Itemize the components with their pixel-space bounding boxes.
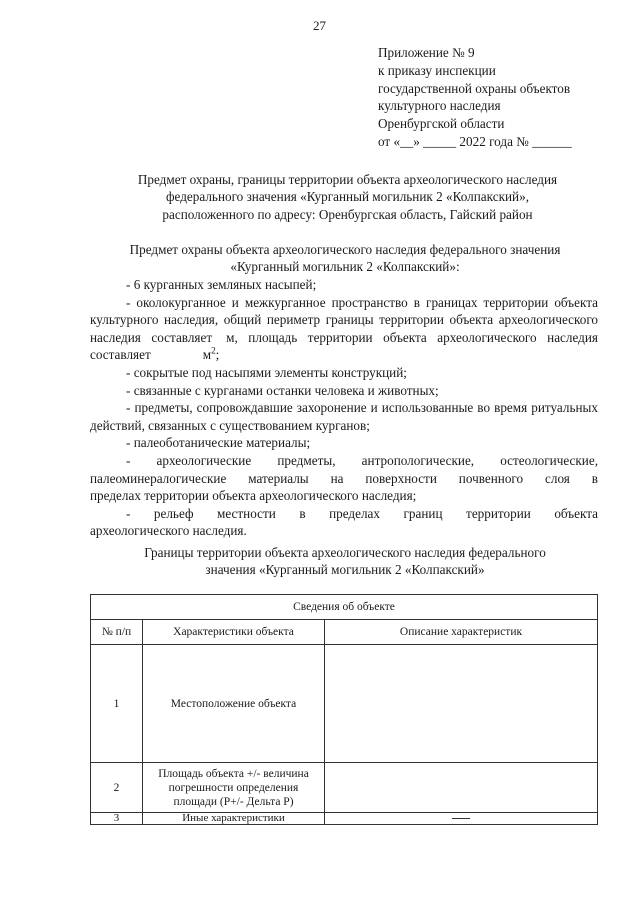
appendix-line: культурного наследия bbox=[378, 98, 501, 114]
appendix-block bbox=[378, 44, 572, 151]
column-header-number: № п/п bbox=[91, 620, 143, 645]
area-unit: м bbox=[202, 347, 212, 363]
row-characteristic bbox=[143, 763, 325, 813]
table-row bbox=[91, 813, 598, 825]
title-line: федерального значения «Курганный могильник 2 «Колпакский», bbox=[166, 189, 529, 205]
area-unit-power: 2 bbox=[211, 345, 216, 356]
borders-heading-line: Границы территории объекта археологического наследия федерального bbox=[144, 545, 546, 560]
borders-heading bbox=[90, 544, 600, 579]
appendix-line: от «__» _____ 2022 года № ______ bbox=[378, 133, 572, 149]
appendix-line: Приложение № 9 bbox=[378, 45, 475, 60]
subject-item-relief: - рельеф местности в пределах границ территории объекта bbox=[126, 505, 598, 521]
row-characteristic-line: погрешности определения bbox=[168, 781, 299, 794]
title-line: расположенного по адресу: Оренбургская область, Гайский район bbox=[162, 206, 533, 222]
table-row bbox=[91, 645, 598, 763]
column-header-characteristic: Характеристики объекта bbox=[143, 620, 325, 645]
subject-item-relief-end: археологического наследия. bbox=[90, 523, 247, 539]
subject-heading bbox=[90, 241, 600, 276]
row-number: 3 bbox=[91, 813, 143, 825]
row-characteristic: Местоположение объекта bbox=[143, 645, 325, 763]
row-characteristic: Иные характеристики bbox=[143, 813, 325, 825]
document-title bbox=[90, 171, 605, 223]
title-line: Предмет охраны, границы территории объекта археологического наследия bbox=[137, 172, 558, 187]
table-caption: Сведения об объекте bbox=[91, 595, 598, 620]
row-number: 1 bbox=[91, 645, 143, 763]
subject-item-archaeo: - археологические предметы, антропологические, остеологические, палеоминералогические материалы на поверхности почвенного слоя в bbox=[90, 452, 598, 486]
row-description bbox=[325, 813, 598, 825]
subject-item-paleobotanic: - палеоботанические материалы; bbox=[126, 435, 311, 451]
borders-heading-line: значения «Курганный могильник 2 «Колпакский» bbox=[205, 562, 485, 578]
subject-item-space-text: - околокурганное и межкурганное пространство в границах территории объекта культурного наследия, общий периметр границы территории объекта археологического наследия составляет bbox=[90, 294, 598, 345]
subject-item-mounds: - 6 курганных земляных насыпей; bbox=[126, 277, 317, 292]
subject-item-hidden: - сокрытые под насыпями элементы конструкций; bbox=[126, 364, 407, 380]
subject-heading-line: Предмет охраны объекта археологического наследия федерального значения bbox=[129, 242, 561, 257]
appendix-line: к приказу инспекции bbox=[378, 62, 496, 78]
subject-item-space-text: м, площадь территории объекта археологического наследия составляет bbox=[90, 329, 598, 363]
subject-item-space bbox=[90, 294, 598, 364]
table-header-row bbox=[91, 620, 598, 645]
row-characteristic-line: площади (Р+/- Дельта Р) bbox=[173, 795, 294, 808]
table-caption-row bbox=[91, 595, 598, 620]
subject-item-archaeo-end: пределах территории объекта археологического наследия; bbox=[90, 488, 417, 504]
row-number: 2 bbox=[91, 763, 143, 813]
subject-list bbox=[90, 276, 598, 540]
dash-mark bbox=[452, 818, 470, 819]
subject-heading-line: «Курганный могильник 2 «Колпакский»: bbox=[230, 259, 460, 275]
subject-item-space-end: ; bbox=[215, 347, 220, 363]
column-header-description: Описание характеристик bbox=[325, 620, 598, 645]
row-description bbox=[325, 763, 598, 813]
appendix-line: государственной охраны объектов bbox=[378, 80, 571, 96]
page-number: 27 bbox=[313, 18, 326, 33]
object-info-table bbox=[90, 594, 598, 825]
row-description bbox=[325, 645, 598, 763]
table-row bbox=[91, 763, 598, 813]
subject-item-objects: - предметы, сопровождавшие захоронение и использованные во время ритуальных действий, связанных с существованием курганов; bbox=[90, 400, 598, 433]
row-characteristic-line: Площадь объекта +/- величина bbox=[158, 767, 309, 780]
subject-item-remains: - связанные с курганами останки человека и животных; bbox=[126, 382, 439, 398]
appendix-line: Оренбургской области bbox=[378, 116, 505, 132]
